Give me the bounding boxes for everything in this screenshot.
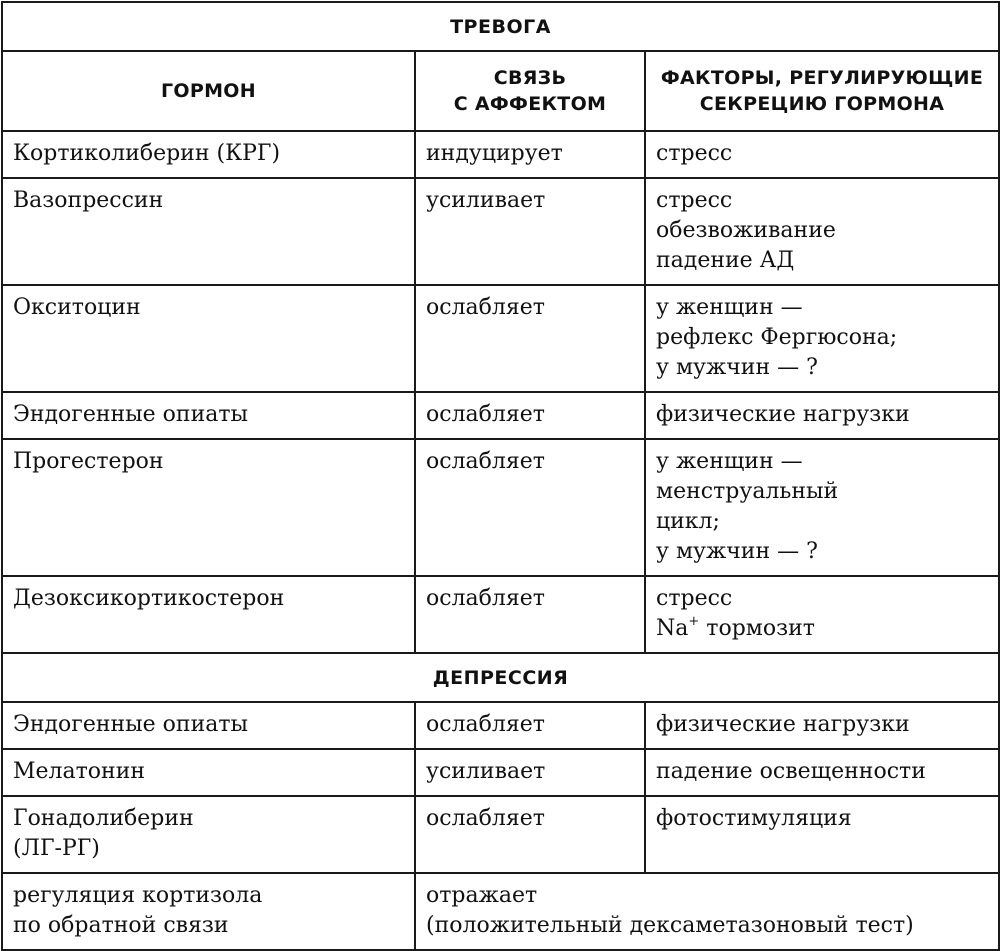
cell-line: по обратной связи — [13, 913, 229, 938]
header-link — [415, 51, 645, 131]
cell-line: ослабляет — [426, 402, 545, 427]
cell-line: отражает — [426, 883, 538, 908]
sodium-charge: + — [688, 613, 700, 629]
cell-line: у мужчин — ? — [656, 539, 818, 564]
table-row — [2, 576, 999, 653]
factors-cell — [645, 439, 999, 576]
section-title: ТРЕВОГА — [2, 2, 999, 51]
table-row — [2, 796, 999, 873]
hormone-cell — [2, 131, 415, 178]
cell-line: у мужчин — ? — [656, 355, 818, 380]
cell-line: Вазопрессин — [13, 188, 164, 213]
table-row — [2, 178, 999, 285]
header-link-line: СВЯЗЬ — [493, 67, 567, 89]
cell-line: физические нагрузки — [656, 402, 910, 427]
header-link-line: С АФФЕКТОМ — [453, 93, 607, 115]
hormone-cell — [2, 392, 415, 439]
factors-cell — [645, 392, 999, 439]
cell-line: Эндогенные опиаты — [13, 402, 249, 427]
hormone-cell — [2, 178, 415, 285]
table-row — [2, 392, 999, 439]
cell-line: Мелатонин — [13, 759, 146, 784]
merged-link-factors-cell — [415, 873, 999, 950]
hormone-cell — [2, 702, 415, 749]
cell-line: ослабляет — [426, 712, 545, 737]
cell-line-sodium — [656, 614, 988, 644]
cell-line: падение АД — [656, 248, 795, 273]
cell-line: (положительный дексаметазоновый тест) — [426, 913, 914, 938]
factors-cell — [645, 576, 999, 653]
table-row — [2, 439, 999, 576]
cell-line: Эндогенные опиаты — [13, 712, 249, 737]
table-row — [2, 702, 999, 749]
table-row — [2, 749, 999, 796]
link-cell — [415, 576, 645, 653]
link-cell — [415, 702, 645, 749]
cell-line: индуцирует — [426, 141, 563, 166]
cell-line: обезвоживание — [656, 218, 836, 243]
link-cell — [415, 439, 645, 576]
header-hormone — [2, 51, 415, 131]
sodium-symbol: Na — [656, 616, 689, 641]
cell-line: ослабляет — [426, 449, 545, 474]
cell-line: стресс — [656, 141, 733, 166]
section-row-depression — [2, 653, 999, 702]
link-cell — [415, 749, 645, 796]
header-factors-line: СЕКРЕЦИЮ ГОРМОНА — [699, 93, 945, 115]
cell-line: усиливает — [426, 759, 546, 784]
table-row — [2, 873, 999, 950]
link-cell — [415, 131, 645, 178]
header-factors — [645, 51, 999, 131]
hormone-cell — [2, 576, 415, 653]
hormone-cell — [2, 439, 415, 576]
table-row — [2, 285, 999, 392]
cell-line: фотостимуляция — [656, 806, 852, 831]
cell-line: цикл; — [656, 509, 720, 534]
hormone-cell — [2, 285, 415, 392]
factors-cell — [645, 131, 999, 178]
cell-line: ослабляет — [426, 806, 545, 831]
factors-cell — [645, 749, 999, 796]
link-cell — [415, 392, 645, 439]
link-cell — [415, 796, 645, 873]
factors-cell — [645, 796, 999, 873]
factors-cell — [645, 285, 999, 392]
sodium-effect: тормозит — [699, 616, 815, 641]
hormone-cell — [2, 749, 415, 796]
cell-line: ослабляет — [426, 295, 545, 320]
cell-line: Кортиколиберин (КРГ) — [13, 141, 281, 166]
cell-line: усиливает — [426, 188, 546, 213]
cell-line: Окситоцин — [13, 295, 141, 320]
cell-line: Прогестерон — [13, 449, 164, 474]
cell-line: стресс — [656, 188, 733, 213]
link-cell — [415, 285, 645, 392]
factors-cell — [645, 702, 999, 749]
cell-line: рефлекс Фергюсона; — [656, 325, 898, 350]
section-title: ДЕПРЕССИЯ — [2, 653, 999, 702]
header-hormone-text: ГОРМОН — [161, 80, 256, 102]
hormone-cell — [2, 873, 415, 950]
table-row — [2, 131, 999, 178]
factors-cell — [645, 178, 999, 285]
section-row-anxiety — [2, 2, 999, 51]
cell-line: Дезоксикортикостерон — [13, 586, 285, 611]
header-row — [2, 51, 999, 131]
cell-line: у женщин — менструальный — [656, 449, 839, 504]
cell-line: ослабляет — [426, 586, 545, 611]
cell-line: стресс — [656, 586, 733, 611]
link-cell — [415, 178, 645, 285]
header-factors-line: ФАКТОРЫ, РЕГУЛИРУЮЩИЕ — [660, 67, 984, 89]
cell-line: падение освещенности — [656, 759, 926, 784]
cell-line: у женщин — — [656, 295, 803, 320]
cell-line: физические нагрузки — [656, 712, 910, 737]
hormone-cell — [2, 796, 415, 873]
cell-line: (ЛГ-РГ) — [13, 836, 100, 861]
cell-line: регуляция кортизола — [13, 883, 263, 908]
cell-line: Гонадолиберин — [13, 806, 194, 831]
hormone-affect-table — [1, 1, 1000, 951]
